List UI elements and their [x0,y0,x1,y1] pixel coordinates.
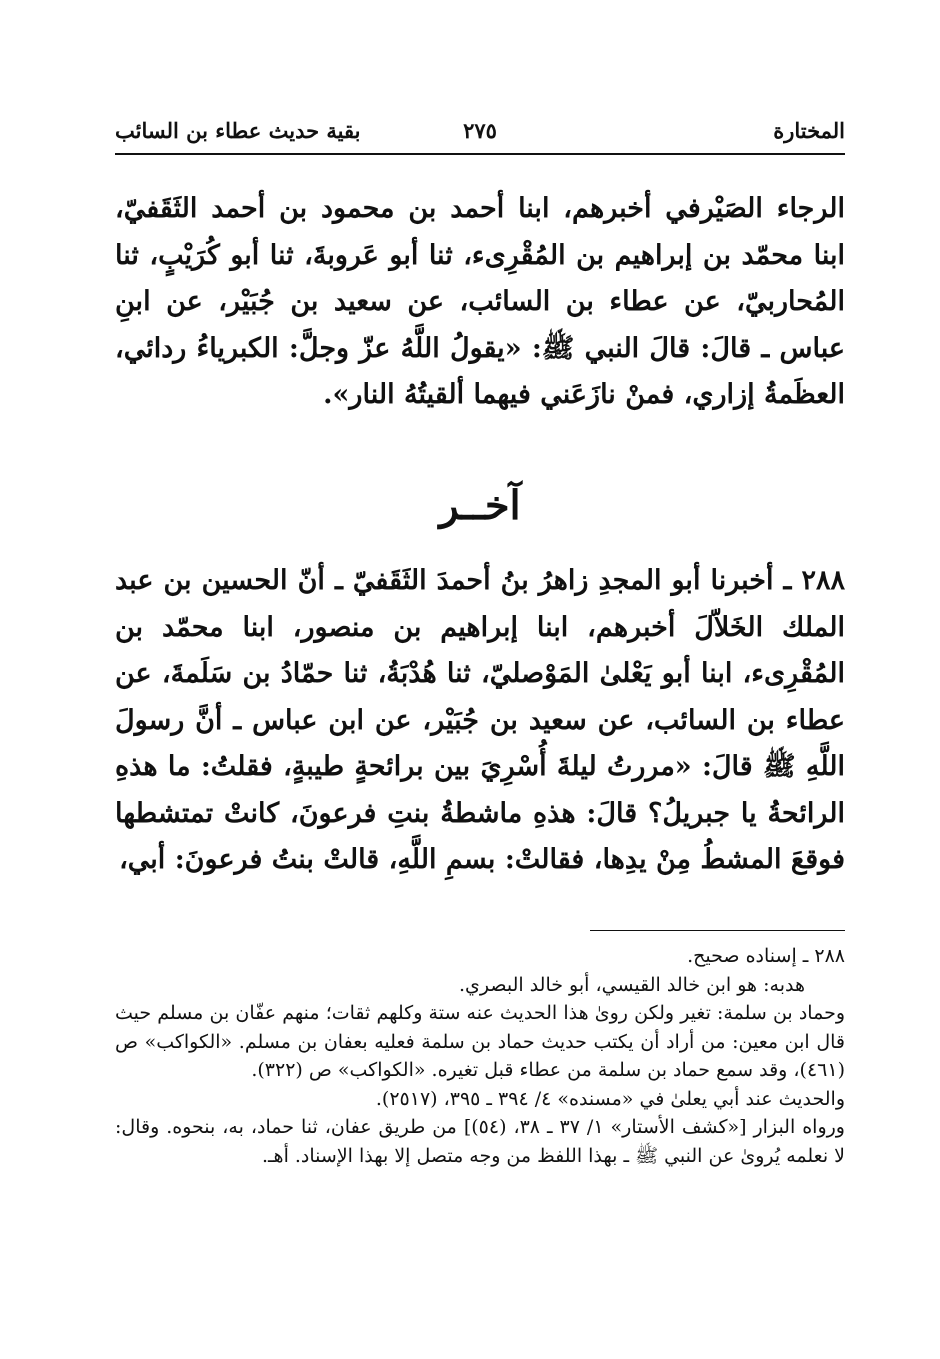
header-book-title: المختارة [773,118,845,143]
page-number: ٢٧٥ [463,118,497,143]
footnote-paragraph: ورواه البزار [«كشف الأستار» ١/ ٣٧ ـ ٣٨، (٥٤)] من طريق عفان، ثنا حماد، به، بنحوه. وقال: لا نعلمه يُروىٰ عن النبي ﷺ ـ بهذا اللفظ من وجه متصل إلا بهذا الإسناد. أهـ. [115,1116,845,1167]
footnote-line: والحديث عند أبي يعلىٰ في «مسنده» ٤/ ٣٩٤ ـ ٣٩٥، (٢٥١٧). [375,1087,845,1110]
footnotes [115,942,845,1170]
section-heading: آخــر [439,482,521,529]
footnote-paragraph: وحماد بن سلمة: تغير ولكن روىٰ هذا الحديث عنه ستة وكلهم ثقات؛ منهم عفّان بن مسلم حيث قال ابن معين: من أراد أن يكتب حديث حماد بن سلمة فعليه بعفان بن مسلم. «الكواكب» ص (٤٦١)، وقد سمع حماد بن سلمة من عطاء قبل تغيره. «الكواكب» ص (٣٢٢). [115,1002,845,1081]
running-header [115,118,845,158]
header-chapter-title: بقية حديث عطاء بن السائب [115,118,361,143]
hadith-continuation-text: الرجاء الصَيْرفي أخبرهم، ابنا أحمد بن محمود بن أحمد الثَقَفيّ، ابنا محمّد بن إبراهيم بن المُقْرِىء، ثنا أبو عَروبةَ، ثنا أبو كُرَيْبٍ، ثنا المُحاربيّ، عن عطاء بن السائب، عن سعيد بن جُبَيْر، عن ابنِ عباس ـ قالَ: قالَ النبي ﷺ: «يقولُ اللَّهُ عزّ وجلَّ: الكبرياءُ ردائي، العظَمةُ إزاري، فمنْ نازَعَني فيهما ألقيتُهُ النار». [115,193,845,410]
footnote-line: هدبه: هو ابن خالد القيسي، أبو خالد البصري. [459,973,805,996]
footnote-line: ٢٨٨ ـ إسناده صحيح. [687,945,845,967]
header-divider [115,153,845,155]
hadith-288-text: ٢٨٨ ـ أخبرنا أبو المجدِ زاهرُ بنُ أحمدَ الثَقَفيّ ـ أنّ الحسين بن عبد الملك الخَلاّلَ أخبرهم، ابنا إبراهيم بن منصور، ابنا محمّد بن المُقْرِىء، ابنا أبو يَعْلىٰ المَوْصليّ، ثنا هُدْبَةُ، ثنا حمّادُ بن سَلَمةَ، عن عطاء بن السائب، عن سعيد بن جُبَيْر، عن ابن عباس ـ أنَّ رسولَ اللَّهِ ﷺ قالَ: «مررتُ ليلةَ أُسْرِيَ بين برائحةٍ طيبةٍ، فقلتُ: ما هذهِ الرائحةُ يا جبريلُ؟ قالَ: هذهِ ماشطةُ بنتِ فرعونَ، كانتْ تمتشطها فوقعَ المشطُ مِنْ يدِها، فقالتْ: بسمِ اللَّهِ، قالتْ بنتُ فرعونَ: أبي، [115,565,845,875]
footnote-divider [590,930,845,931]
